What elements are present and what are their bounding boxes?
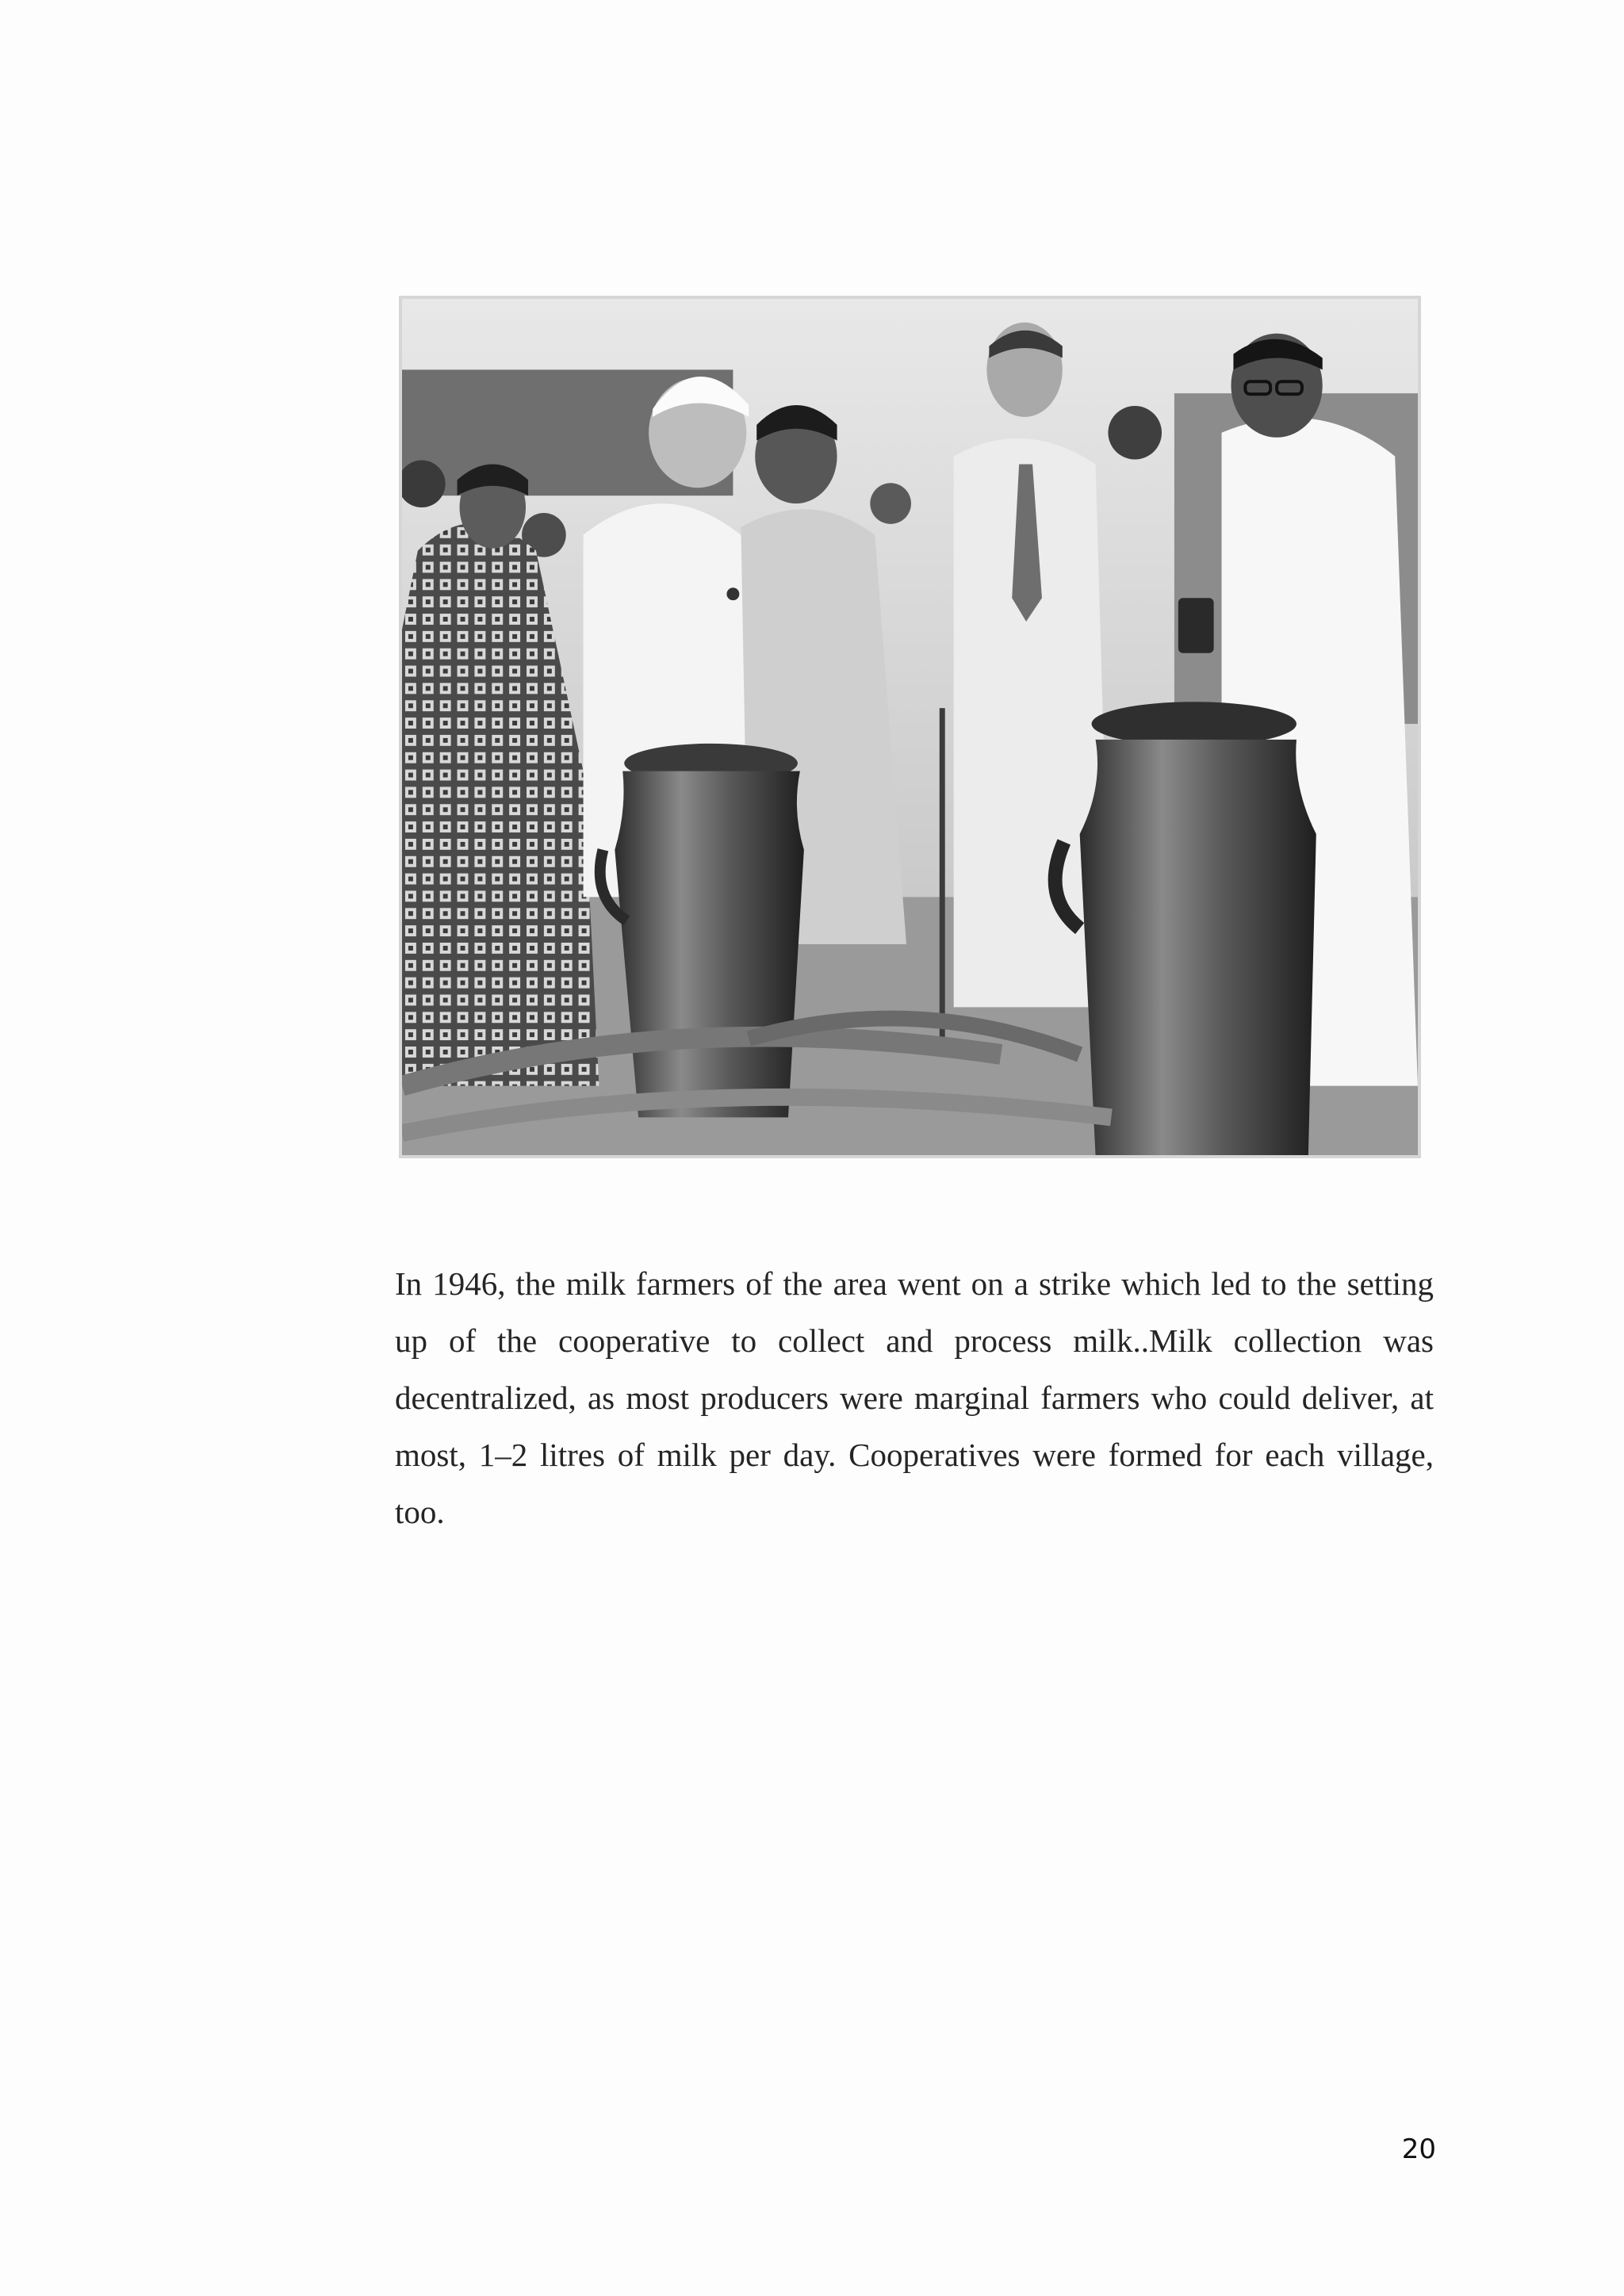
- body-paragraph: In 1946, the milk farmers of the area went on a strike which led to the setting up of the cooperative to collect and process milk..Milk collection was decentralized, as most producers were marginal farmers who could deliver, at most, 1–2 litres of milk per day. Cooperatives were formed for each village, too.: [395, 1265, 1434, 1530]
- archival-photo: [399, 296, 1421, 1158]
- photo-illustration: [402, 299, 1418, 1155]
- page-number: 20: [1401, 2133, 1436, 2165]
